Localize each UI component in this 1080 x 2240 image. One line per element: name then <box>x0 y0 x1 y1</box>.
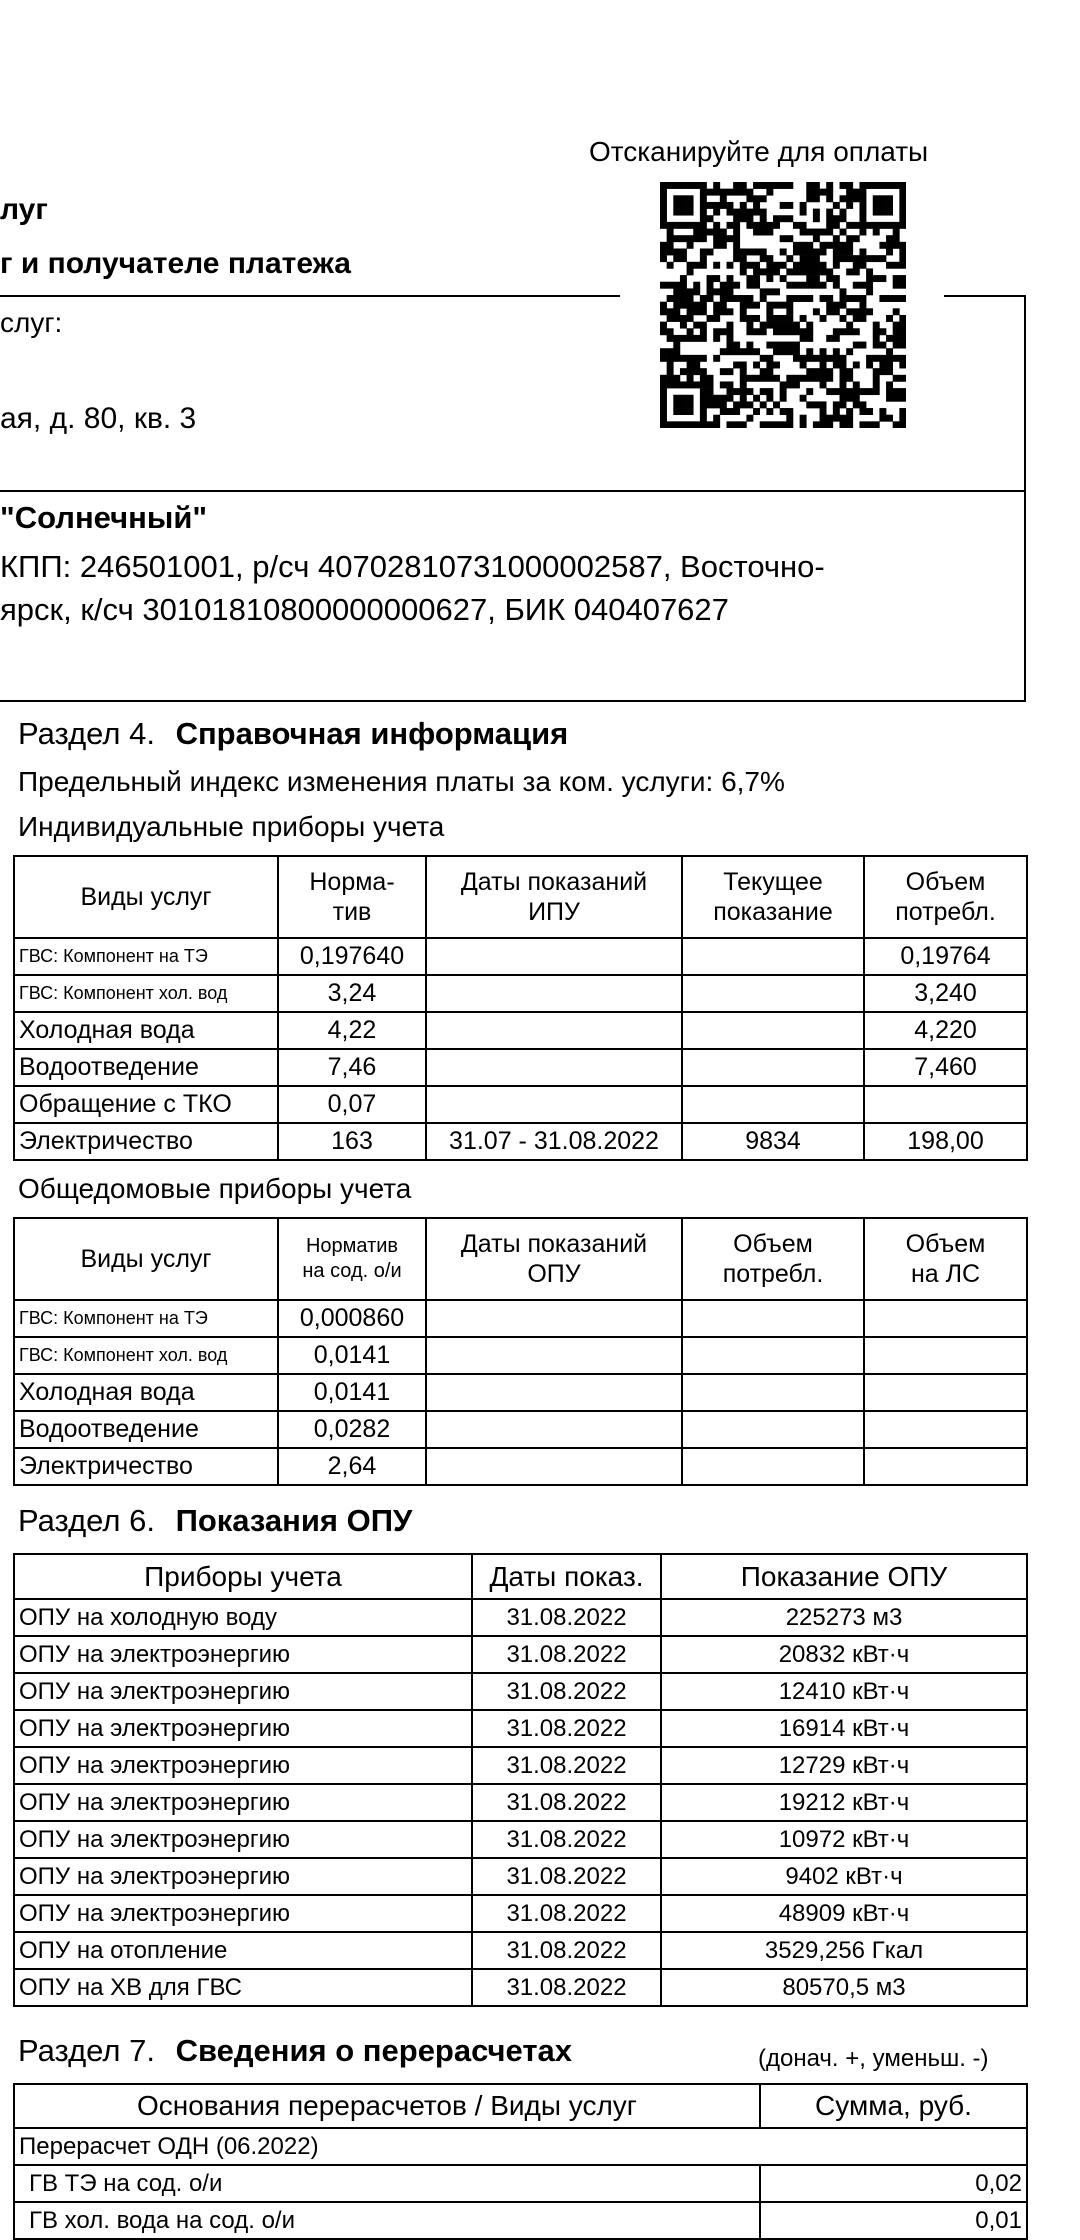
opu-header-row <box>14 1218 1027 1300</box>
ipu-cell-volume: 198,00 <box>864 1123 1027 1160</box>
ipu-header-dates: Даты показаний ИПУ <box>426 856 682 938</box>
recipient-details-1: КПП: 246501001, р/сч 40702810731000002587, Восточно- <box>0 549 825 584</box>
reading-date: 31.08.2022 <box>472 1599 661 1636</box>
reading-value: 225273 м3 <box>661 1599 1027 1636</box>
opu-cell-volume-ls <box>864 1374 1027 1411</box>
opu-cell-dates <box>426 1374 682 1411</box>
ipu-cell-service: Обращение с ТКО <box>14 1086 278 1123</box>
section7-prefix: Раздел 7. <box>18 2033 155 2068</box>
ipu-header-current: Текущее показание <box>682 856 864 938</box>
price-index-line: Предельный индекс изменения платы за ком. услуги: 6,7% <box>18 766 785 797</box>
opu-readings-table <box>13 1553 1028 2007</box>
opu-cell-dates <box>426 1448 682 1485</box>
recalc-sum: 0,01 <box>760 2202 1027 2239</box>
ipu-cell-norm: 3,24 <box>278 975 426 1012</box>
ipu-cell-norm: 0,07 <box>278 1086 426 1123</box>
opu-cell-service: Электричество <box>14 1448 278 1485</box>
header-rule-right <box>944 295 1026 297</box>
address-fragment: ая, д. 80, кв. 3 <box>0 402 197 435</box>
ipu-cell-dates <box>426 1086 682 1123</box>
reading-value: 3529,256 Гкал <box>661 1932 1027 1969</box>
reading-value: 20832 кВт·ч <box>661 1636 1027 1673</box>
ipu-cell-service: ГВС: Компонент на ТЭ <box>14 938 278 975</box>
table-row <box>14 1300 1027 1337</box>
opu-table <box>13 1217 1028 1486</box>
opu-cell-dates <box>426 1337 682 1374</box>
ipu-cell-service: Водоотведение <box>14 1049 278 1086</box>
scan-label: Отсканируйте для оплаты <box>589 136 929 167</box>
reading-meter: ОПУ на электроэнергию <box>14 1895 472 1932</box>
ipu-cell-service: Электричество <box>14 1123 278 1160</box>
ipu-cell-service: ГВС: Компонент хол. вод <box>14 975 278 1012</box>
reading-date: 31.08.2022 <box>472 1673 661 1710</box>
opu-header-volume: Объем потребл. <box>682 1218 864 1300</box>
recalc-group-row <box>14 2128 1027 2165</box>
table-row <box>14 2165 1027 2202</box>
table-row <box>14 1932 1027 1969</box>
opu-cell-service: ГВС: Компонент хол. вод <box>14 1337 278 1374</box>
recalc-header-row <box>14 2084 1027 2128</box>
ipu-cell-volume: 3,240 <box>864 975 1027 1012</box>
reading-date: 31.08.2022 <box>472 1710 661 1747</box>
ipu-cell-norm: 0,197640 <box>278 938 426 975</box>
recipient-name: "Солнечный" <box>0 500 208 535</box>
ipu-header-row <box>14 856 1027 938</box>
table-row <box>14 1747 1027 1784</box>
table-row <box>14 2202 1027 2239</box>
table-row <box>14 975 1027 1012</box>
services-label: слуг: <box>0 307 63 338</box>
opu-cell-norm: 0,0141 <box>278 1337 426 1374</box>
reading-meter: ОПУ на ХВ для ГВС <box>14 1969 472 2006</box>
reading-date: 31.08.2022 <box>472 1932 661 1969</box>
table-row <box>14 938 1027 975</box>
readings-header-dates: Даты показ. <box>472 1554 661 1599</box>
reading-value: 19212 кВт·ч <box>661 1784 1027 1821</box>
reading-date: 31.08.2022 <box>472 1784 661 1821</box>
ipu-cell-norm: 4,22 <box>278 1012 426 1049</box>
section7-heading: Сведения о перерасчетах <box>175 2033 573 2068</box>
ipu-cell-current <box>682 1086 864 1123</box>
ipu-cell-volume: 0,19764 <box>864 938 1027 975</box>
opu-cell-volume <box>682 1300 864 1337</box>
section6-heading: Показания ОПУ <box>175 1503 413 1538</box>
opu-header-dates: Даты показаний ОПУ <box>426 1218 682 1300</box>
section7-note: (донач. +, уменьш. -) <box>758 2045 989 2072</box>
reading-value: 12410 кВт·ч <box>661 1673 1027 1710</box>
opu-cell-volume-ls <box>864 1300 1027 1337</box>
table-row <box>14 1784 1027 1821</box>
section4-title <box>18 716 568 752</box>
recalc-service: ГВ хол. вода на сод. о/и <box>14 2202 760 2239</box>
opu-cell-norm: 0,000860 <box>278 1300 426 1337</box>
section4-heading: Справочная информация <box>175 716 569 751</box>
ipu-cell-current <box>682 1012 864 1049</box>
ipu-cell-norm: 7,46 <box>278 1049 426 1086</box>
reading-date: 31.08.2022 <box>472 1858 661 1895</box>
readings-header-row <box>14 1554 1027 1599</box>
opu-cell-norm: 2,64 <box>278 1448 426 1485</box>
opu-title: Общедомовые приборы учета <box>18 1173 412 1204</box>
reading-value: 10972 кВт·ч <box>661 1821 1027 1858</box>
section4-prefix: Раздел 4. <box>18 716 155 751</box>
reading-date: 31.08.2022 <box>472 1636 661 1673</box>
reading-meter: ОПУ на электроэнергию <box>14 1636 472 1673</box>
section7-title <box>18 2033 572 2069</box>
recalc-header-sum: Сумма, руб. <box>760 2084 1027 2128</box>
table-row <box>14 1673 1027 1710</box>
reading-value: 80570,5 м3 <box>661 1969 1027 2006</box>
recipient-details-2: ярск, к/сч 30101810800000000627, БИК 040407627 <box>0 592 729 627</box>
reading-value: 12729 кВт·ч <box>661 1747 1027 1784</box>
ipu-cell-current <box>682 1049 864 1086</box>
ipu-cell-dates <box>426 975 682 1012</box>
table-row <box>14 1710 1027 1747</box>
reading-value: 16914 кВт·ч <box>661 1710 1027 1747</box>
reading-date: 31.08.2022 <box>472 1821 661 1858</box>
opu-cell-dates <box>426 1411 682 1448</box>
readings-header-value: Показание ОПУ <box>661 1554 1027 1599</box>
ipu-cell-dates <box>426 1012 682 1049</box>
opu-header-volume-ls: Объем на ЛС <box>864 1218 1027 1300</box>
table-row <box>14 1049 1027 1086</box>
section6-prefix: Раздел 6. <box>18 1503 155 1538</box>
opu-header-service: Виды услуг <box>14 1218 278 1300</box>
table-row <box>14 1411 1027 1448</box>
ipu-cell-current: 9834 <box>682 1123 864 1160</box>
qr-code <box>660 182 906 428</box>
table-row <box>14 1636 1027 1673</box>
table-row <box>14 1821 1027 1858</box>
table-row <box>14 1448 1027 1485</box>
opu-cell-volume <box>682 1411 864 1448</box>
reading-meter: ОПУ на электроэнергию <box>14 1710 472 1747</box>
reading-date: 31.08.2022 <box>472 1895 661 1932</box>
opu-cell-norm: 0,0282 <box>278 1411 426 1448</box>
opu-header-norm: Норматив на сод. о/и <box>278 1218 426 1300</box>
heading-services: луг <box>0 193 48 226</box>
reading-value: 48909 кВт·ч <box>661 1895 1027 1932</box>
opu-cell-volume-ls <box>864 1337 1027 1374</box>
reading-meter: ОПУ на отопление <box>14 1932 472 1969</box>
ipu-cell-dates <box>426 938 682 975</box>
table-row <box>14 1012 1027 1049</box>
ipu-cell-current <box>682 938 864 975</box>
ipu-cell-volume: 4,220 <box>864 1012 1027 1049</box>
ipu-title: Индивидуальные приборы учета <box>18 811 445 842</box>
table-row <box>14 1969 1027 2006</box>
ipu-cell-norm: 163 <box>278 1123 426 1160</box>
ipu-cell-dates: 31.07 - 31.08.2022 <box>426 1123 682 1160</box>
recalc-service: ГВ ТЭ на сод. о/и <box>14 2165 760 2202</box>
table-row <box>14 1086 1027 1123</box>
recalculations-table <box>13 2083 1028 2240</box>
reading-meter: ОПУ на электроэнергию <box>14 1784 472 1821</box>
ipu-cell-dates <box>426 1049 682 1086</box>
table-row <box>14 1895 1027 1932</box>
table-row <box>14 1374 1027 1411</box>
opu-cell-service: Водоотведение <box>14 1411 278 1448</box>
reading-meter: ОПУ на электроэнергию <box>14 1747 472 1784</box>
table-row <box>14 1123 1027 1160</box>
recipient-bottom-rule <box>0 700 1026 702</box>
reading-value: 9402 кВт·ч <box>661 1858 1027 1895</box>
opu-cell-volume <box>682 1374 864 1411</box>
table-row <box>14 1337 1027 1374</box>
ipu-table <box>13 855 1028 1161</box>
reading-date: 31.08.2022 <box>472 1969 661 2006</box>
table-row <box>14 1858 1027 1895</box>
ipu-header-service: Виды услуг <box>14 856 278 938</box>
reading-meter: ОПУ на холодную воду <box>14 1599 472 1636</box>
table-row <box>14 1599 1027 1636</box>
opu-cell-volume <box>682 1337 864 1374</box>
reading-date: 31.08.2022 <box>472 1747 661 1784</box>
opu-cell-volume-ls <box>864 1411 1027 1448</box>
ipu-header-norm: Норма- тив <box>278 856 426 938</box>
opu-cell-norm: 0,0141 <box>278 1374 426 1411</box>
recalc-header-basis: Основания перерасчетов / Виды услуг <box>14 2084 760 2128</box>
reading-meter: ОПУ на электроэнергию <box>14 1858 472 1895</box>
ipu-cell-service: Холодная вода <box>14 1012 278 1049</box>
recalc-group-label: Перерасчет ОДН (06.2022) <box>14 2128 1027 2165</box>
reading-meter: ОПУ на электроэнергию <box>14 1673 472 1710</box>
ipu-header-volume: Объем потребл. <box>864 856 1027 938</box>
readings-header-meters: Приборы учета <box>14 1554 472 1599</box>
opu-cell-service: ГВС: Компонент на ТЭ <box>14 1300 278 1337</box>
ipu-cell-volume <box>864 1086 1027 1123</box>
header-rule-left <box>0 295 620 297</box>
opu-cell-dates <box>426 1300 682 1337</box>
reading-meter: ОПУ на электроэнергию <box>14 1821 472 1858</box>
opu-cell-service: Холодная вода <box>14 1374 278 1411</box>
ipu-cell-volume: 7,460 <box>864 1049 1027 1086</box>
recipient-divider <box>0 490 1026 492</box>
recalc-sum: 0,02 <box>760 2165 1027 2202</box>
heading-recipient: г и получателе платежа <box>0 247 351 280</box>
opu-cell-volume <box>682 1448 864 1485</box>
opu-cell-volume-ls <box>864 1448 1027 1485</box>
ipu-cell-current <box>682 975 864 1012</box>
section6-title <box>18 1503 412 1539</box>
frame-right-edge <box>1024 295 1026 702</box>
